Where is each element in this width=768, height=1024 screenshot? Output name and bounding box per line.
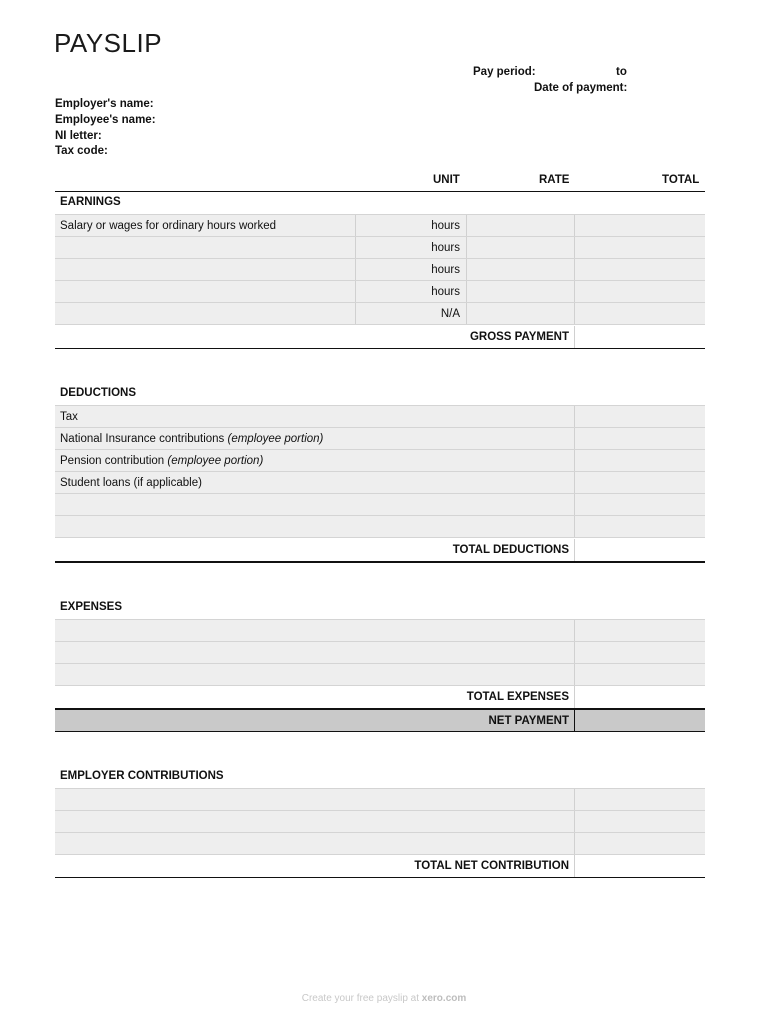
deductions-row-description bbox=[60, 450, 263, 472]
column-divider bbox=[574, 539, 575, 561]
earnings-row[interactable] bbox=[55, 259, 705, 281]
page-title: PAYSLIP bbox=[54, 28, 163, 58]
earnings-row-unit: hours bbox=[431, 286, 460, 298]
earnings-row-unit: N/A bbox=[440, 308, 460, 320]
date-of-payment-label: Date of payment: bbox=[534, 82, 628, 94]
column-divider bbox=[466, 259, 467, 280]
column-divider bbox=[574, 833, 575, 854]
deductions-row[interactable] bbox=[55, 428, 705, 450]
employee-name-label: Employee's name: bbox=[55, 114, 156, 126]
expenses-row[interactable] bbox=[55, 620, 705, 642]
footer-link[interactable]: xero.com bbox=[421, 993, 467, 1004]
column-divider bbox=[574, 281, 575, 302]
deduction-text: Pension contribution bbox=[60, 455, 168, 467]
column-divider bbox=[574, 664, 575, 685]
earnings-row-description: Salary or wages for ordinary hours worked bbox=[60, 220, 277, 232]
expenses-row[interactable] bbox=[55, 642, 705, 664]
expenses-title: EXPENSES bbox=[60, 601, 122, 613]
deduction-text: Student loans (if applicable) bbox=[60, 477, 202, 489]
column-divider bbox=[574, 642, 575, 663]
column-divider bbox=[574, 811, 575, 832]
column-divider bbox=[574, 259, 575, 280]
earnings-title: EARNINGS bbox=[60, 196, 121, 208]
deductions-row-description bbox=[60, 472, 202, 494]
column-divider bbox=[466, 215, 467, 236]
earnings-row[interactable] bbox=[55, 281, 705, 303]
expenses-row[interactable] bbox=[55, 664, 705, 686]
column-divider bbox=[574, 450, 575, 471]
deductions-bottom-rule bbox=[55, 561, 705, 563]
total-net-contribution-label: TOTAL NET CONTRIBUTION bbox=[414, 860, 569, 872]
earnings-row-unit: hours bbox=[431, 242, 460, 254]
deduction-text: Tax bbox=[60, 411, 78, 423]
column-divider bbox=[574, 494, 575, 515]
column-divider bbox=[574, 303, 575, 324]
deduction-note: (employee portion) bbox=[227, 433, 324, 445]
deductions-row[interactable] bbox=[55, 450, 705, 472]
ni-letter-label: NI letter: bbox=[55, 130, 102, 142]
deduction-note: (employee portion) bbox=[167, 455, 264, 467]
column-divider bbox=[466, 303, 467, 324]
column-divider bbox=[574, 686, 575, 708]
employer-contributions-row[interactable] bbox=[55, 789, 705, 811]
deduction-text: National Insurance contributions bbox=[60, 433, 228, 445]
employer-contributions-title: EMPLOYER CONTRIBUTIONS bbox=[60, 770, 224, 782]
column-header-total: TOTAL bbox=[662, 174, 700, 186]
column-divider bbox=[466, 237, 467, 258]
earnings-row[interactable] bbox=[55, 237, 705, 259]
column-header-rate: RATE bbox=[539, 174, 570, 186]
column-divider bbox=[574, 237, 575, 258]
column-divider bbox=[574, 472, 575, 493]
header-divider bbox=[55, 191, 705, 192]
column-divider bbox=[574, 620, 575, 641]
column-divider bbox=[574, 710, 575, 732]
column-divider bbox=[574, 428, 575, 449]
total-deductions-row[interactable] bbox=[55, 539, 705, 561]
deductions-row[interactable] bbox=[55, 472, 705, 494]
earnings-row[interactable] bbox=[55, 215, 705, 237]
deductions-row[interactable] bbox=[55, 494, 705, 516]
net-payment-row[interactable] bbox=[55, 710, 705, 732]
total-expenses-label: TOTAL EXPENSES bbox=[466, 691, 569, 703]
deductions-row-description bbox=[60, 428, 323, 450]
earnings-row[interactable] bbox=[55, 303, 705, 325]
column-divider bbox=[574, 406, 575, 427]
deductions-row[interactable] bbox=[55, 406, 705, 428]
employer-contributions-row[interactable] bbox=[55, 833, 705, 855]
gross-payment-row[interactable] bbox=[55, 326, 705, 348]
total-deductions-label: TOTAL DEDUCTIONS bbox=[452, 544, 569, 556]
tax-code-label: Tax code: bbox=[55, 145, 108, 157]
column-header-unit: UNIT bbox=[433, 174, 460, 186]
footer bbox=[0, 993, 768, 1004]
column-divider bbox=[574, 326, 575, 348]
employer-contributions-row[interactable] bbox=[55, 811, 705, 833]
deductions-title: DEDUCTIONS bbox=[60, 387, 137, 399]
footer-text: Create your free payslip at bbox=[301, 993, 422, 1004]
earnings-bottom-rule bbox=[55, 348, 705, 349]
net-payment-label: NET PAYMENT bbox=[488, 715, 569, 727]
earnings-row-unit: hours bbox=[431, 220, 460, 232]
gross-payment-label: GROSS PAYMENT bbox=[469, 331, 569, 343]
pay-period-label: Pay period: bbox=[473, 66, 536, 78]
net-payment-bottom-rule bbox=[55, 731, 705, 732]
column-divider bbox=[574, 215, 575, 236]
total-net-contribution-row[interactable] bbox=[55, 855, 705, 877]
column-divider bbox=[574, 789, 575, 810]
pay-period-to-label: to bbox=[616, 66, 627, 78]
employer-contributions-bottom-rule bbox=[55, 877, 705, 878]
column-divider bbox=[574, 516, 575, 537]
deductions-row-description bbox=[60, 406, 78, 428]
deductions-row[interactable] bbox=[55, 516, 705, 538]
column-divider bbox=[466, 281, 467, 302]
total-expenses-row[interactable] bbox=[55, 686, 705, 708]
column-divider bbox=[574, 855, 575, 877]
earnings-row-unit: hours bbox=[431, 264, 460, 276]
employer-name-label: Employer's name: bbox=[55, 98, 154, 110]
